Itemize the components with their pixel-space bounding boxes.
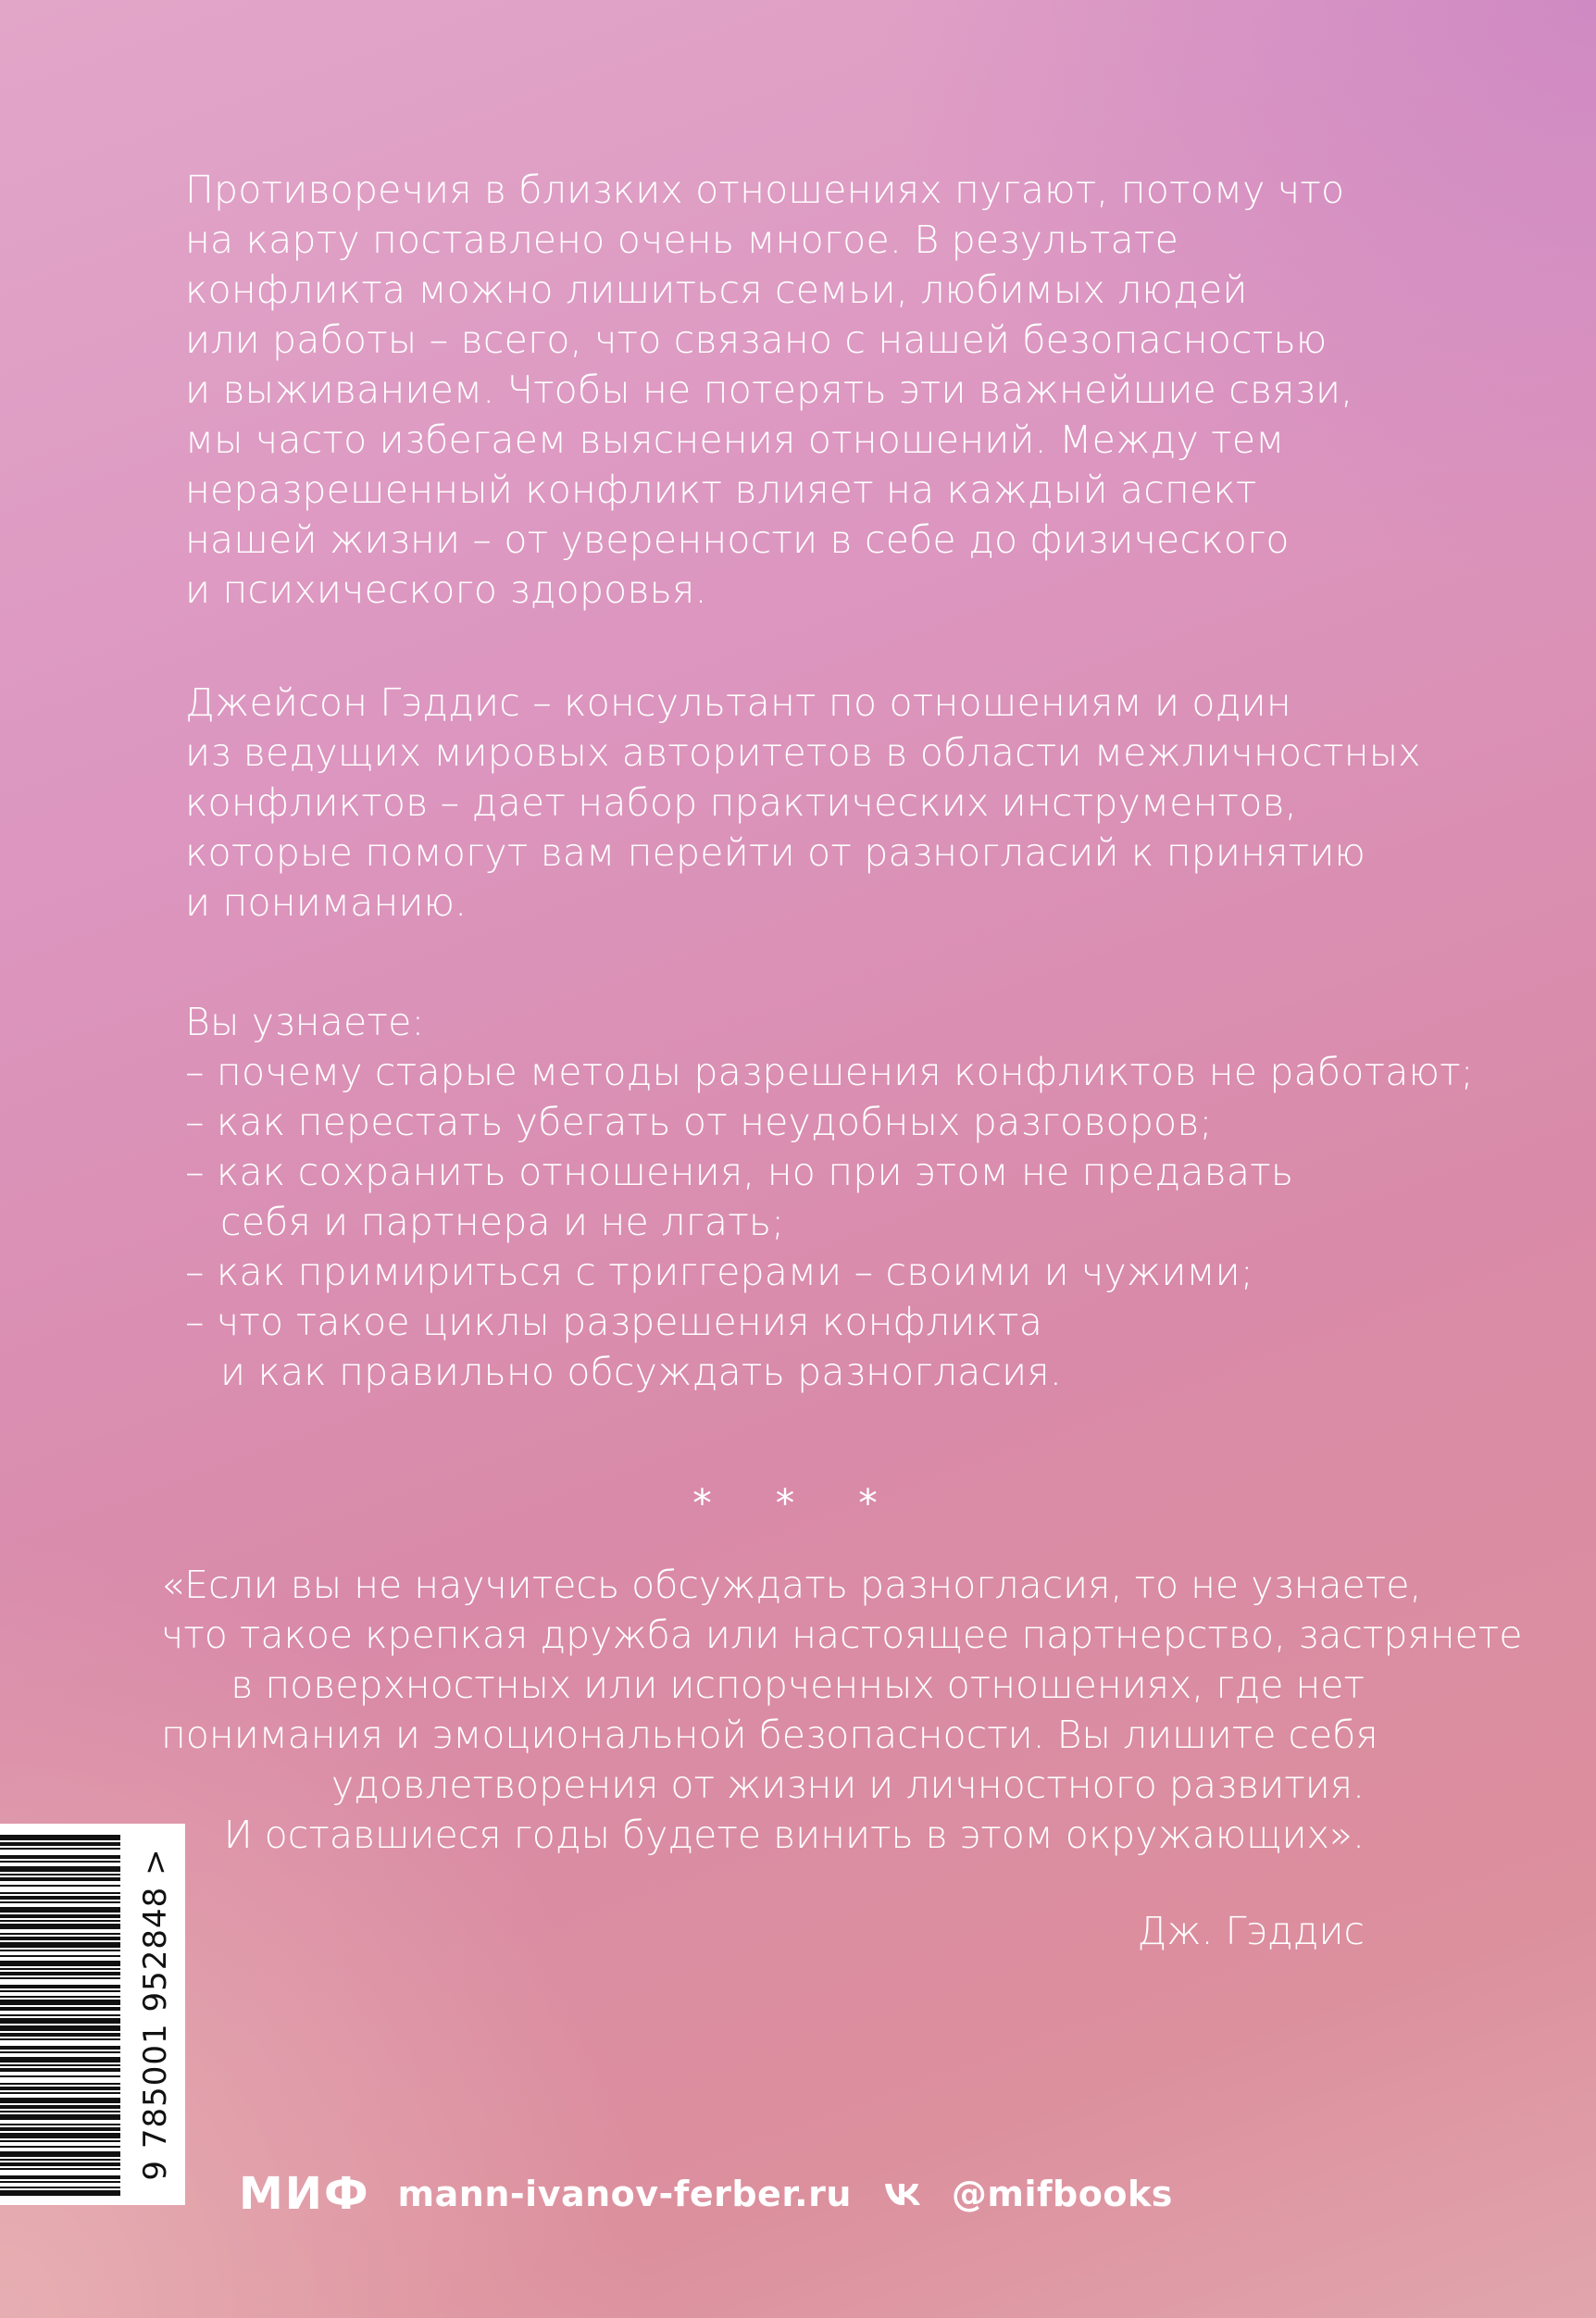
list-item: – как перестать убегать от неудобных разговоров;: [185, 1100, 1213, 1144]
barcode-bar: [0, 2127, 120, 2131]
barcode-bar: [0, 2025, 120, 2031]
barcode-bar: [0, 2114, 120, 2120]
barcode-bar: [0, 2064, 120, 2066]
barcode-bar: [0, 1901, 120, 1903]
list-item: – как примириться с триггерами – своими и чужими;: [185, 1250, 1253, 1294]
author-quote: [161, 1560, 1523, 1860]
barcode-bar: [0, 2000, 120, 2005]
barcode-bar: [0, 2111, 120, 2112]
section-separator: * * *: [692, 1481, 904, 1526]
barcode-bar: [0, 2018, 120, 2024]
barcode-bar: [0, 2159, 120, 2161]
barcode-bar: [0, 1924, 120, 1929]
barcode-bar: [0, 1933, 120, 1935]
barcode-bar: [0, 1842, 120, 1846]
text-line: и пониманию.: [185, 880, 468, 925]
vk-icon: [883, 2180, 928, 2208]
text-line: конфликтов – дает набор практических инструментов,: [185, 780, 1298, 825]
publisher-logo: МИФ: [239, 2168, 370, 2220]
quote-line: удовлетворения от жизни и личностного развития.: [330, 1763, 1365, 1807]
barcode-bar: [0, 1914, 120, 1918]
barcode-bar: [0, 2187, 120, 2188]
barcode-bar: [0, 1996, 120, 1998]
barcode-bar: [0, 2046, 120, 2050]
text-line: на карту поставлено очень многое. В результате: [185, 218, 1179, 262]
barcode-bar: [0, 1885, 120, 1887]
quote-author: Дж. Гэддис: [1137, 1909, 1365, 1953]
barcode-bar: [0, 1855, 120, 1859]
barcode-bar: [0, 1892, 120, 1894]
text-line: неразрешенный конфликт влияет на каждый аспект: [185, 467, 1257, 512]
barcode-bar: [0, 1942, 120, 1948]
barcode-bar: [0, 2057, 120, 2063]
barcode-bar: [0, 1874, 120, 1876]
barcode-bar: [0, 2051, 120, 2053]
author-description-paragraph: [185, 678, 1421, 928]
barcode-bar: [0, 2007, 120, 2011]
barcode-bar: [0, 1968, 120, 1970]
barcode-bar: [0, 2168, 120, 2170]
text-line: или работы – всего, что связано с нашей безопасностью: [185, 318, 1328, 362]
barcode-bar: [0, 2083, 120, 2085]
quote-line: «Если вы не научитесь обсуждать разногласия, то не узнаете,: [161, 1563, 1422, 1607]
barcode-bar: [0, 1920, 120, 1922]
quote-line: И оставшиеся годы будете винить в этом окружающих».: [223, 1813, 1365, 1857]
quote-line: в поверхностных или испорченных отношениях, где нет: [231, 1663, 1365, 1707]
barcode-bar: [0, 2075, 120, 2077]
barcode-bar: [0, 1877, 120, 1881]
learn-list: [185, 997, 1474, 1397]
barcode-bar: [0, 1907, 120, 1913]
barcode-bar: [0, 2014, 120, 2016]
barcode-bar: [0, 2033, 120, 2037]
barcode-bar: [0, 2133, 120, 2138]
barcode-bar: [0, 2151, 120, 2157]
quote-line: что такое крепкая дружба или настоящее партнерство, застрянете: [161, 1613, 1523, 1657]
barcode-bar: [0, 2140, 120, 2142]
text-line: которые помогут вам перейти от разногласий к принятию: [185, 830, 1366, 875]
text-line: и психического здоровья.: [185, 567, 707, 612]
quote-line: понимания и эмоциональной безопасности. Вы лишите себя: [161, 1713, 1378, 1757]
barcode-bar: [0, 2092, 120, 2094]
barcode-bar: [0, 2087, 120, 2090]
text-line: и выживанием. Чтобы не потерять эти важнейшие связи,: [185, 368, 1353, 412]
publisher-footer: [239, 2168, 1173, 2220]
barcode-bar: [0, 1955, 120, 1957]
text-line: из ведущих мировых авторитетов в области межличностных: [185, 730, 1421, 775]
list-intro: Вы узнаете:: [185, 1000, 425, 1044]
barcode-bar: [0, 1848, 120, 1850]
isbn-barcode: [0, 1824, 185, 2205]
publisher-website: mann-ivanov-ferber.ru: [397, 2174, 852, 2214]
barcode-bar: [0, 1861, 120, 1863]
barcode-bar: [0, 2105, 120, 2109]
text-line: нашей жизни – от уверенности в себе до физического: [185, 517, 1290, 562]
barcode-bar: [0, 1835, 120, 1840]
text-line: мы часто избегаем выяснения отношений. Между тем: [185, 417, 1285, 462]
list-item: – почему старые методы разрешения конфликтов не работают;: [185, 1050, 1474, 1094]
barcode-bar: [0, 1977, 120, 1979]
list-item-continuation: и как правильно обсуждать разногласия.: [220, 1350, 1063, 1394]
barcode-digits: 9 785001 952848 >: [137, 1848, 174, 2181]
barcode-bar: [0, 1937, 120, 1940]
text-line: Джейсон Гэддис – консультант по отношениям и один: [185, 680, 1291, 725]
barcode-bar: [0, 1985, 120, 1988]
barcode-bar: [0, 1896, 120, 1900]
text-line: Противоречия в близких отношениях пугают, потому что: [185, 168, 1345, 212]
list-item: – как сохранить отношения, но при этом не предавать: [185, 1150, 1294, 1194]
text-line: конфликта можно лишиться семьи, любимых людей: [185, 268, 1248, 312]
list-item: – что такое циклы разрешения конфликта: [185, 1300, 1043, 1344]
barcode-bars: [0, 1824, 130, 2205]
barcode-bar: [0, 2098, 120, 2103]
barcode-bar: [0, 1961, 120, 1966]
social-handle: @mifbooks: [951, 2174, 1173, 2214]
barcode-bar: [0, 2146, 120, 2148]
barcode-bar: [0, 2038, 120, 2040]
description-paragraph-1: [185, 165, 1389, 615]
barcode-bar: [0, 2068, 120, 2072]
list-item-continuation: себя и партнера и не лгать;: [220, 1200, 785, 1244]
barcode-bar: [0, 2175, 120, 2179]
barcode-bar: [0, 1866, 120, 1872]
barcode-bar: [0, 2190, 120, 2196]
barcode-bar: [0, 2162, 120, 2166]
barcode-bar: [0, 1950, 120, 1951]
barcode-bar: [0, 1990, 120, 1992]
barcode-bar: [0, 2181, 120, 2183]
barcode-bar: [0, 2124, 120, 2125]
barcode-bar: [0, 1972, 120, 1975]
